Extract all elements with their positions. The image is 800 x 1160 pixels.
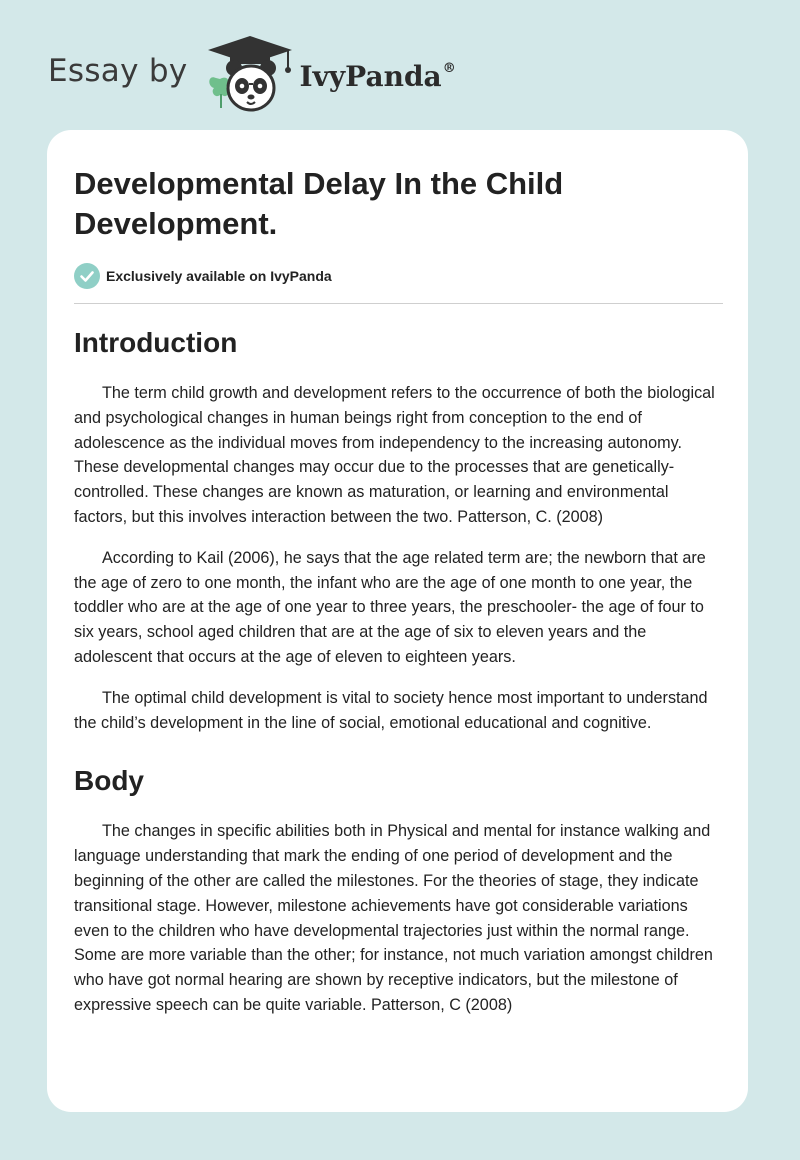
site-header xyxy=(48,34,456,114)
essay-body xyxy=(74,322,726,1034)
essay-title: Developmental Delay In the Child Development. xyxy=(74,166,564,241)
paragraph: The optimal child development is vital to society hence most important to understand the child’s development in the line of social, emotional educational and cognitive. xyxy=(74,688,708,732)
section-heading-body: Body xyxy=(74,765,144,797)
essay-card xyxy=(47,130,748,1112)
section-heading-introduction: Introduction xyxy=(74,327,238,358)
check-circle-icon xyxy=(74,263,100,289)
brand-name[interactable]: IvyPanda® xyxy=(299,59,456,93)
essay-by-label: Essay by xyxy=(48,53,188,89)
exclusive-label: Exclusively available on IvyPanda xyxy=(106,268,332,284)
registered-mark: ® xyxy=(442,60,456,76)
divider xyxy=(74,303,723,304)
exclusive-badge xyxy=(74,263,332,289)
paragraph: The term child growth and development refers to the occurrence of both the biological and psychological changes in human beings right from conception to the end of adolescence as the individual moves from independency to the increasing autonomy. These developmental changes may occur due to the processes that are genetically-controlled. These changes are known as maturation, or learning and environmental factors, but this involves interaction between the two. Patterson, C. (2008) xyxy=(74,384,715,526)
panda-logo-icon[interactable] xyxy=(204,34,296,114)
paragraph: The changes in specific abilities both in Physical and mental for instance walking and language understanding that mark the ending of one period of development and the beginning of the other are called the milestones. For the theories of stage, they indicate transitional stage. However, milestone achievements have got considerable variations even to the children who have developmental trajectories just within the normal range. Some are more variable than the other; for instance, not much variation amongst children who have got normal hearing are shown by receptive indicators, but the milestone of expressive speech can be quite variable. Patterson, C (2008) xyxy=(74,822,713,1014)
paragraph: According to Kail (2006), he says that the age related term are; the newborn that are the age of zero to one month, the infant who are the age of one month to one year, the toddler who are at the age of one year to three years, the preschooler- the age of four to six years, school aged children that are at the age of six to eleven years and the adolescent that occurs at the age of eleven to eighteen years. xyxy=(74,548,706,666)
